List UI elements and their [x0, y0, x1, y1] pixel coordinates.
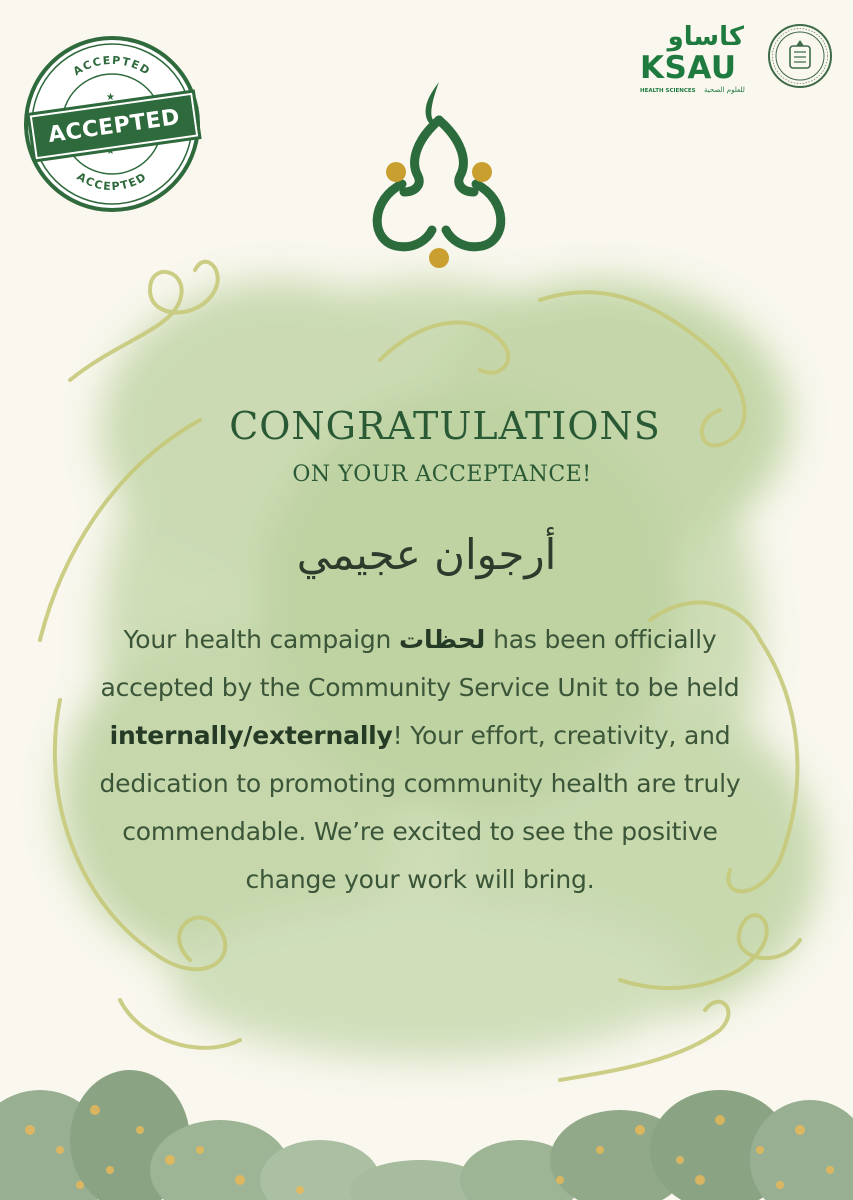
logo-subtitle-en: HEALTH SCIENCES: [640, 88, 696, 94]
page-subtitle: ON YOUR ACCEPTANCE!: [292, 462, 592, 487]
ksau-logo: [636, 18, 836, 100]
stamp-top-text: ACCEPTED: [70, 53, 154, 79]
campaign-name: لحظات: [398, 625, 486, 654]
stamp-band: ACCEPTED: [30, 93, 199, 159]
acceptance-message: [80, 616, 760, 904]
foliage-decoration: [0, 1040, 853, 1200]
star-icon: ★: [106, 92, 115, 103]
campaign-emblem-icon: [366, 80, 512, 270]
star-icon: ★: [106, 146, 115, 157]
campaign-location: internally/externally: [109, 721, 393, 750]
stamp-bottom-text: ACCEPTED: [74, 169, 150, 194]
university-seal-icon: [766, 22, 834, 90]
logo-arabic-name: كاساو: [667, 22, 744, 52]
message-part-1: Your health campaign: [123, 625, 399, 654]
message-part-3: ! Your effort, creativity, and dedication to promoting community health are truly commendable. We’re excited to see the positive change your work will bring.: [99, 721, 741, 894]
recipient-name: أرجوان عجيمي: [296, 530, 557, 579]
logo-subtitle-ar: للعلوم الصحية: [704, 86, 745, 94]
accepted-stamp: [22, 34, 202, 214]
page-title: CONGRATULATIONS: [229, 404, 661, 448]
logo-english-name: KSAU: [640, 50, 737, 86]
message-part-2: has been officially accepted by the Community Service Unit to be held: [100, 625, 740, 702]
